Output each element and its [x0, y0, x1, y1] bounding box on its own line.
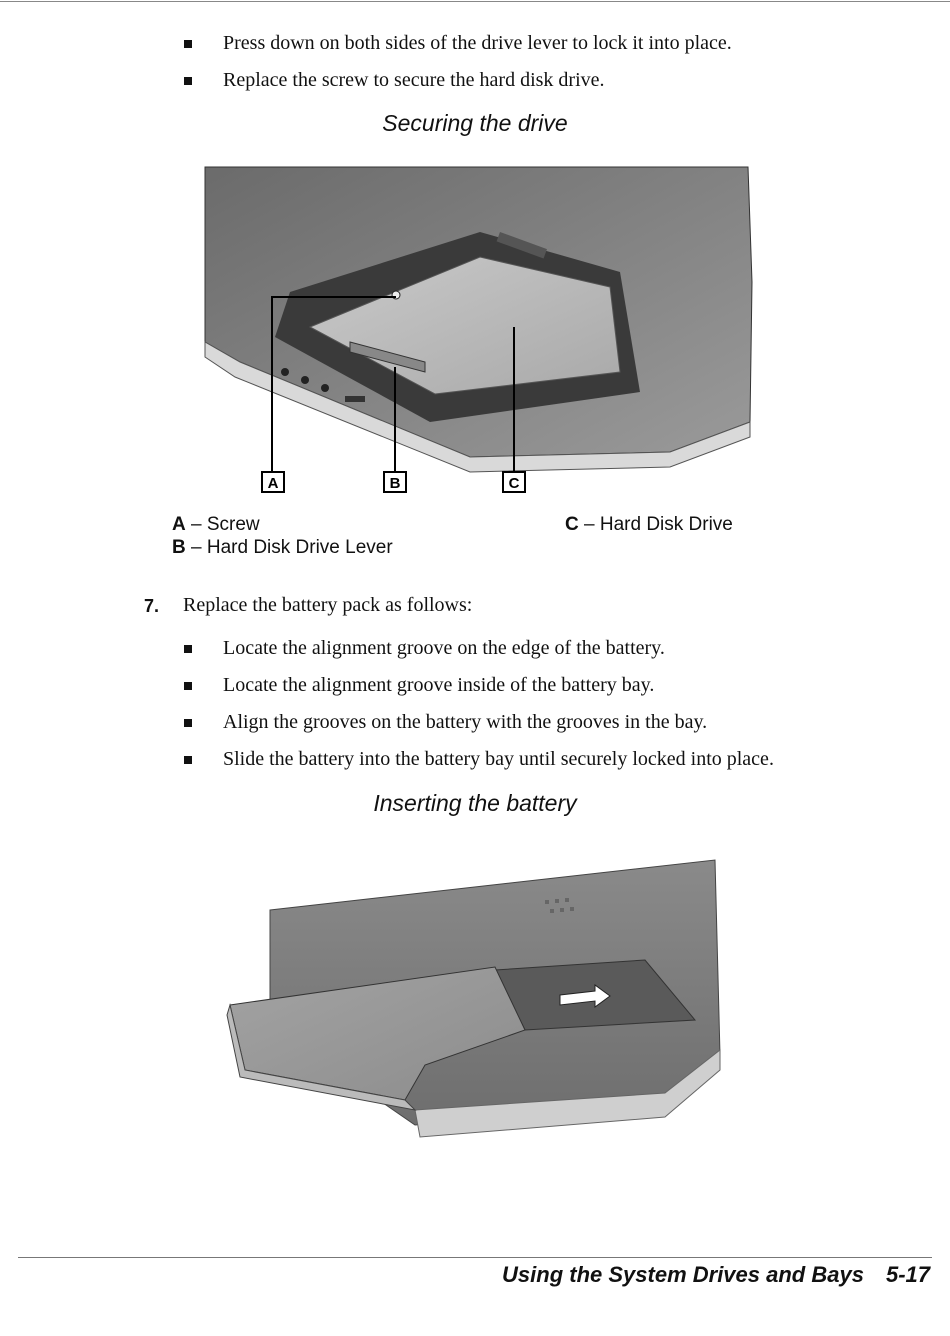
- list-item: [182, 30, 732, 67]
- legend-key: A: [172, 514, 186, 535]
- legend-item-b: [172, 536, 393, 559]
- bullet-square-icon: [184, 719, 192, 727]
- bullet-square-icon: [184, 40, 192, 48]
- legend-text: – Hard Disk Drive Lever: [185, 537, 393, 558]
- battery-insertion-illustration: [225, 855, 725, 1140]
- bullet-text: Replace the screw to secure the hard disk drive.: [223, 69, 605, 91]
- figure-caption-securing-drive: Securing the drive: [382, 110, 568, 136]
- legend-text: – Hard Disk Drive: [578, 514, 733, 535]
- battery-bullet-list: [182, 635, 774, 783]
- footer-rule: [18, 1257, 932, 1258]
- step-text: Replace the battery pack as follows:: [183, 594, 473, 616]
- bullet-square-icon: [184, 756, 192, 764]
- legend-item-a: [172, 513, 260, 536]
- bullet-square-icon: [184, 77, 192, 85]
- callout-a-label: A: [267, 475, 279, 492]
- bullet-text: Press down on both sides of the drive lever to lock it into place.: [223, 32, 732, 54]
- list-item: [182, 635, 774, 672]
- bullet-text: Align the grooves on the battery with the grooves in the bay.: [223, 711, 708, 733]
- bullet-square-icon: [184, 682, 192, 690]
- hard-disk-drive-illustration: [200, 162, 760, 498]
- bullet-text: Slide the battery into the battery bay until securely locked into place.: [223, 748, 774, 770]
- list-item: [182, 672, 774, 709]
- list-item: [182, 67, 732, 104]
- bullet-square-icon: [184, 645, 192, 653]
- list-item: [182, 709, 774, 746]
- footer-title: Using the System Drives and Bays: [502, 1262, 864, 1287]
- top-rule: [0, 1, 950, 2]
- page-number: 5-17: [885, 1262, 930, 1287]
- bullet-text: Locate the alignment groove inside of the battery bay.: [223, 674, 655, 696]
- step-number: 7.: [144, 596, 160, 616]
- legend-text: – Screw: [185, 514, 260, 535]
- legend-item-c: [565, 513, 733, 536]
- legend-key: B: [172, 537, 186, 558]
- top-bullet-list: [182, 30, 732, 104]
- legend-key: C: [565, 514, 579, 535]
- list-item: [182, 746, 774, 783]
- callout-b-label: B: [389, 475, 401, 492]
- figure-caption-inserting-battery: Inserting the battery: [373, 790, 577, 816]
- callout-c-label: C: [508, 475, 520, 492]
- page-footer: [502, 1262, 930, 1288]
- bullet-text: Locate the alignment groove on the edge of the battery.: [223, 637, 665, 659]
